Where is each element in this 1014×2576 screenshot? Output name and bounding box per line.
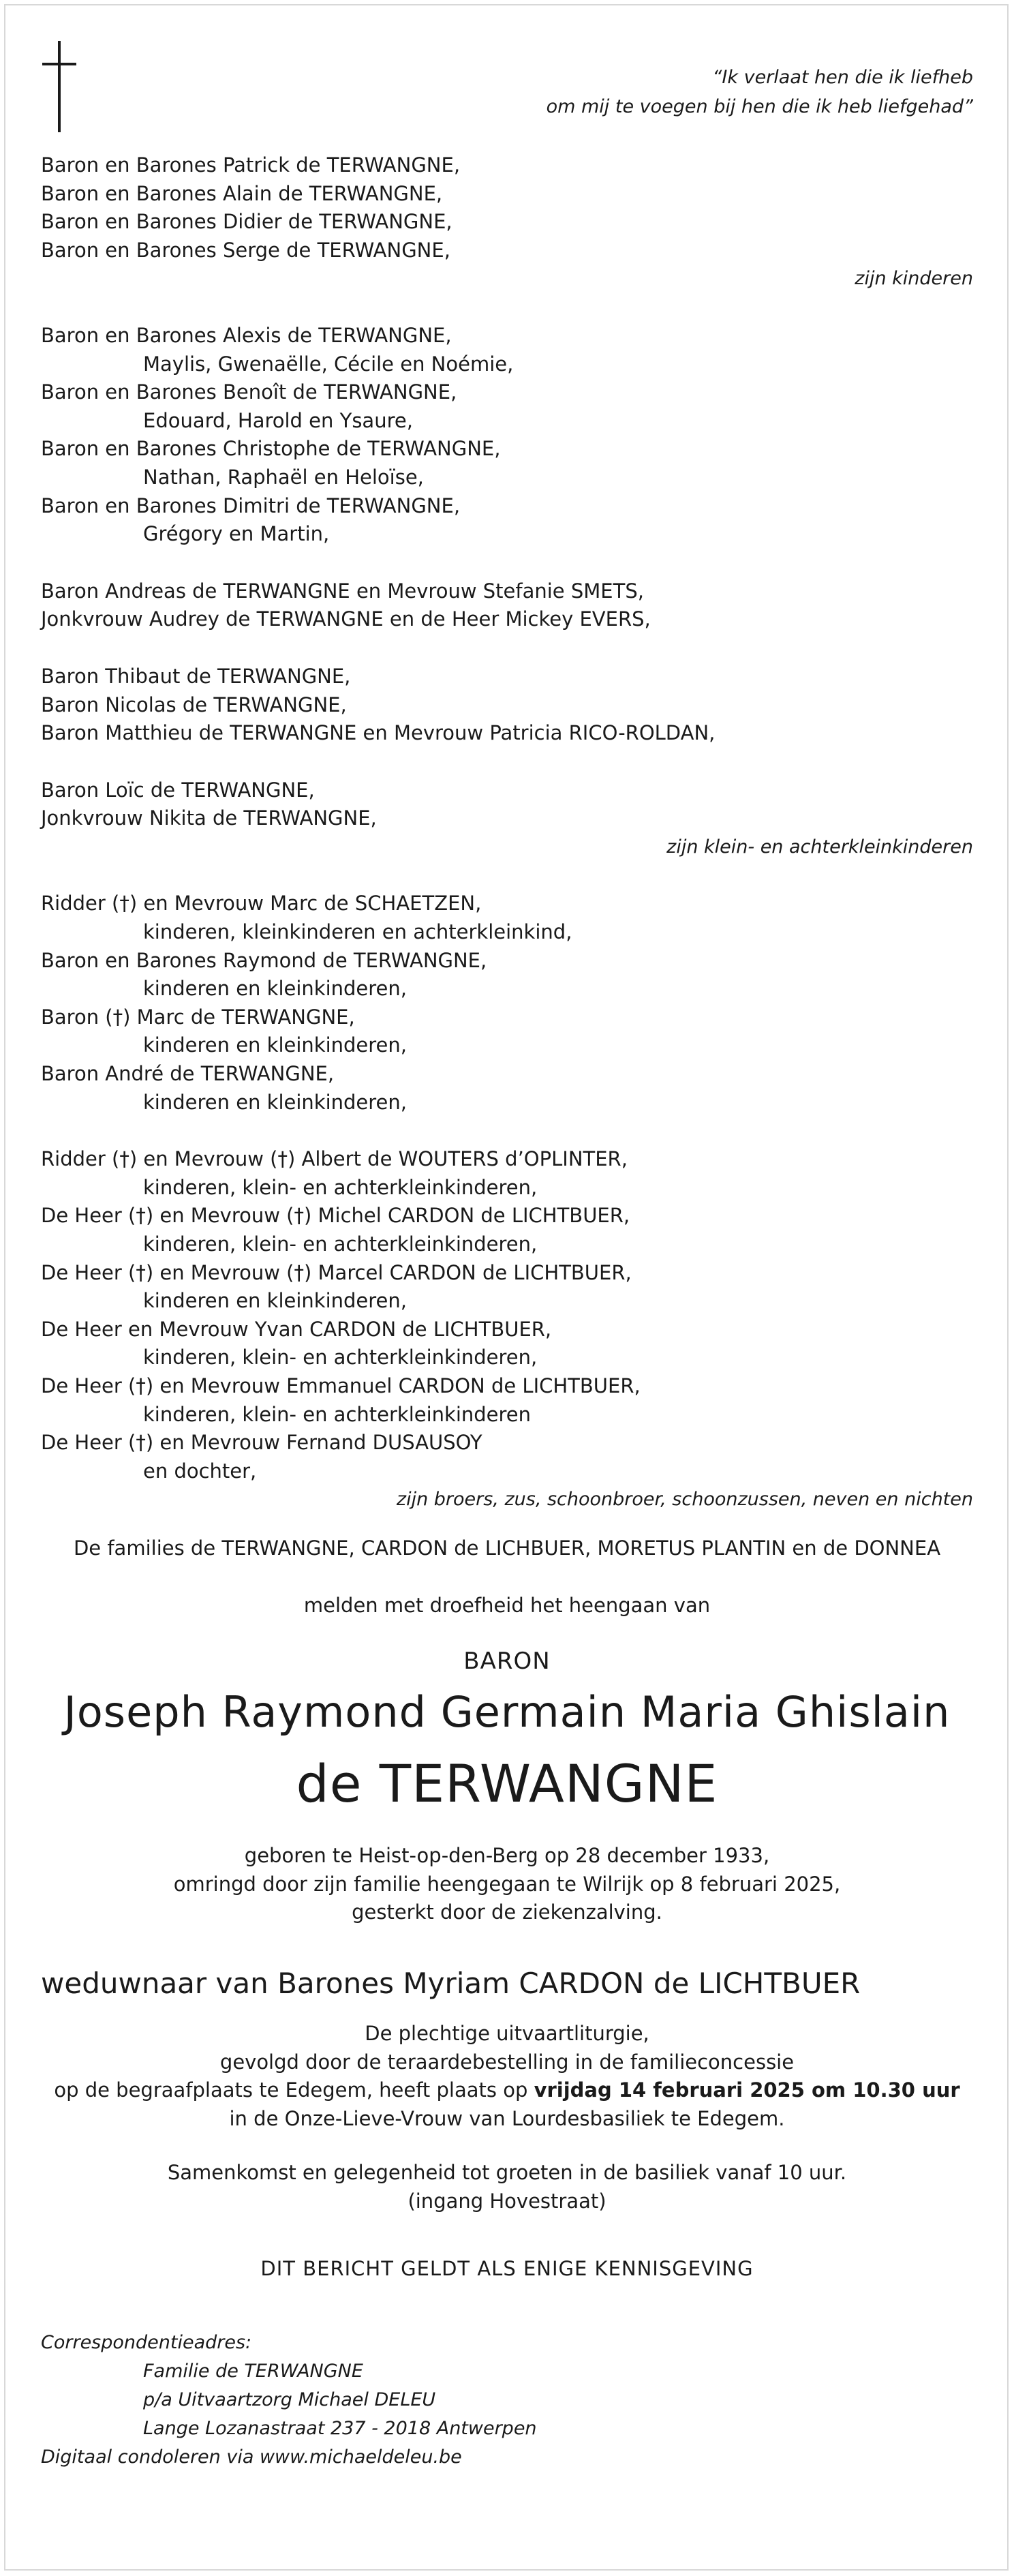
funeral-location: op de begraafplaats te Edegem, heeft plaats op [54, 2078, 534, 2102]
obituary-body [41, 151, 973, 2472]
families-line: De families de TERWANGNE, CARDON de LICHBUER, MORETUS PLANTIN en de DONNEA [73, 1536, 941, 1560]
correspondence-block [41, 2329, 973, 2472]
relative-line: Baron Thibaut de TERWANGNE, [41, 664, 351, 688]
siblings-label: zijn broers, zus, schoonbroer, schoonzussen, neven en nichten [396, 1489, 973, 1511]
death-line: omringd door zijn familie heengegaan te Wilrijk op 8 februari 2025, [173, 1872, 841, 1896]
relative-subline: Maylis, Gwenaëlle, Cécile en Noémie, [143, 352, 514, 376]
relative-line: Baron Matthieu de TERWANGNE en Mevrouw Patricia RICO-ROLDAN, [41, 721, 716, 745]
announce-line: melden met droefheid het heengaan van [303, 1593, 711, 1617]
digital-condolence-line: Digitaal condoleren via www.michaeldeleu.be [41, 2446, 462, 2468]
children-label: zijn kinderen [855, 268, 973, 290]
gathering-line: (ingang Hovestraat) [408, 2189, 606, 2213]
deceased-surname: de TERWANGNE [296, 1753, 718, 1815]
relative-line: Baron (†) Marc de TERWANGNE, [41, 1005, 355, 1029]
relative-subline: kinderen, klein- en achterkleinkinderen, [143, 1346, 538, 1369]
notice-line: DIT BERICHT GELDT ALS ENIGE KENNISGEVING [260, 2257, 754, 2281]
relative-subline: en dochter, [143, 1459, 257, 1483]
deceased-given-names: Joseph Raymond Germain Maria Ghislain [63, 1687, 951, 1738]
grandchildren-group [41, 322, 973, 549]
relative-line: Jonkvrouw Audrey de TERWANGNE en de Heer Mickey EVERS, [41, 607, 651, 631]
relative-line: Baron Loïc de TERWANGNE, [41, 778, 315, 802]
child-line: Baron en Barones Serge de TERWANGNE, [41, 238, 450, 262]
relative-subline: kinderen, klein- en achterkleinkinderen, [143, 1175, 538, 1199]
relative-subline: Grégory en Martin, [143, 522, 330, 546]
quote-line: om mij te voegen bij hen die ik heb liefgehad” [546, 96, 973, 117]
sacrament-line: gesterkt door de ziekenzalving. [352, 1900, 662, 1924]
widower-line: weduwnaar van Barones Myriam CARDON de LICHTBUER [41, 1966, 861, 2000]
children-list [41, 151, 973, 264]
relative-subline: Nathan, Raphaël en Heloïse, [143, 465, 424, 489]
relative-subline: kinderen, klein- en achterkleinkinderen [143, 1402, 532, 1426]
funeral-line: De plechtige uitvaartliturgie, [365, 2021, 649, 2045]
quote [547, 63, 973, 121]
birth-line: geboren te Heist-op-den-Berg op 28 december 1933, [244, 1844, 770, 1868]
relative-line: Baron en Barones Raymond de TERWANGNE, [41, 948, 487, 972]
funeral-datetime: vrijdag 14 februari 2025 om 10.30 uur [534, 2078, 960, 2102]
child-line: Baron en Barones Didier de TERWANGNE, [41, 210, 452, 234]
relative-line: De Heer en Mevrouw Yvan CARDON de LICHTBUER, [41, 1317, 552, 1341]
relative-subline: kinderen en kleinkinderen, [143, 1090, 407, 1114]
siblings-group [41, 890, 973, 1117]
grandchildren-group [41, 663, 973, 748]
siblings-group [41, 1145, 973, 1485]
grandchildren-group [41, 577, 973, 634]
cross-icon [42, 41, 76, 132]
funeral-line: in de Onze-Lieve-Vrouw van Lourdesbasiliek te Edegem. [229, 2106, 785, 2130]
birth-death-info [41, 1842, 973, 1927]
relative-line: Baron André de TERWANGNE, [41, 1062, 335, 1086]
relative-line: Baron Andreas de TERWANGNE en Mevrouw Stefanie SMETS, [41, 579, 644, 603]
relative-line: Baron en Barones Benoît de TERWANGNE, [41, 380, 457, 404]
relative-line: Jonkvrouw Nikita de TERWANGNE, [41, 806, 377, 830]
gathering-info [41, 2159, 973, 2215]
relative-line: Ridder (†) en Mevrouw (†) Albert de WOUTERS d’OPLINTER, [41, 1147, 628, 1171]
correspondence-label: Correspondentieadres: [41, 2332, 252, 2354]
relative-line: Baron en Barones Christophe de TERWANGNE, [41, 437, 501, 461]
relative-line: Ridder (†) en Mevrouw Marc de SCHAETZEN, [41, 892, 482, 915]
address-line: Lange Lozanastraat 237 - 2018 Antwerpen [143, 2418, 537, 2440]
address-line: p/a Uitvaartzorg Michael DELEU [143, 2389, 436, 2411]
gathering-line: Samenkomst en gelegenheid tot groeten in de basiliek vanaf 10 uur. [167, 2161, 847, 2185]
relative-line: Baron Nicolas de TERWANGNE, [41, 693, 347, 716]
relative-line: Baron en Barones Alexis de TERWANGNE, [41, 323, 452, 347]
relative-subline: kinderen en kleinkinderen, [143, 1033, 407, 1057]
relative-line: De Heer (†) en Mevrouw (†) Michel CARDON de LICHTBUER, [41, 1204, 630, 1228]
relative-subline: kinderen en kleinkinderen, [143, 977, 407, 1001]
relative-line: De Heer (†) en Mevrouw Emmanuel CARDON de LICHTBUER, [41, 1374, 641, 1397]
child-line: Baron en Barones Patrick de TERWANGNE, [41, 153, 461, 177]
relative-subline: Edouard, Harold en Ysaure, [143, 408, 413, 432]
grandchildren-label: zijn klein- en achterkleinkinderen [666, 836, 973, 858]
relative-subline: kinderen, klein- en achterkleinkinderen, [143, 1232, 538, 1256]
address-line: Familie de TERWANGNE [143, 2361, 363, 2382]
relative-line: De Heer (†) en Mevrouw Fernand DUSAUSOY [41, 1431, 482, 1455]
relative-subline: kinderen, kleinkinderen en achterkleinkind, [143, 920, 572, 944]
relative-line: De Heer (†) en Mevrouw (†) Marcel CARDON de LICHTBUER, [41, 1260, 632, 1284]
relative-line: Baron en Barones Dimitri de TERWANGNE, [41, 494, 461, 517]
funeral-info [41, 2020, 973, 2133]
relative-subline: kinderen en kleinkinderen, [143, 1289, 407, 1313]
child-line: Baron en Barones Alain de TERWANGNE, [41, 181, 443, 205]
funeral-line: gevolgd door de teraardebestelling in de familieconcessie [219, 2050, 795, 2074]
quote-line: “Ik verlaat hen die ik liefheb [712, 67, 973, 88]
title-label: BARON [463, 1648, 551, 1676]
grandchildren-group [41, 776, 973, 833]
funeral-line [41, 2076, 973, 2105]
